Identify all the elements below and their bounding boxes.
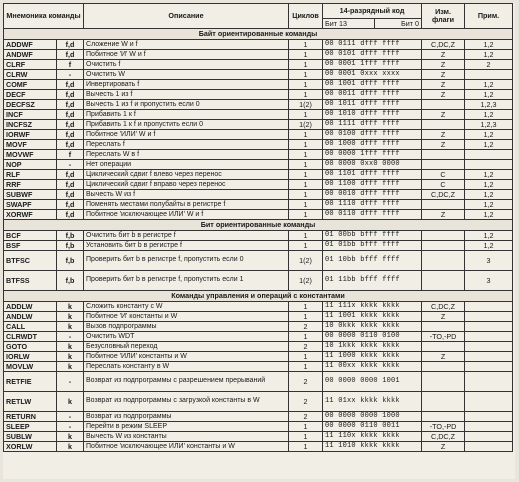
instruction-flags: C,DC,Z xyxy=(422,40,465,50)
header-bit13: Бит 13 xyxy=(323,19,375,29)
instruction-description: Возврат из подпрограммы с разрешением прерываний xyxy=(84,372,289,392)
instruction-row xyxy=(4,90,513,100)
instruction-cycles: 2 xyxy=(289,342,323,352)
instruction-code: 01 01bb bfff ffff xyxy=(323,241,422,251)
instruction-row xyxy=(4,50,513,60)
instruction-description: Переслать f xyxy=(84,140,289,150)
instruction-mnemonic: NOP xyxy=(4,160,57,170)
instruction-code: 00 1101 dfff ffff xyxy=(323,170,422,180)
instruction-mnemonic: BSF xyxy=(4,241,57,251)
instruction-operands: f,b xyxy=(57,271,84,291)
instruction-table xyxy=(3,3,513,452)
instruction-note: 1,2,3 xyxy=(465,100,513,110)
instruction-code: 00 0011 dfff ffff xyxy=(323,90,422,100)
instruction-cycles: 1(2) xyxy=(289,120,323,130)
instruction-flags: Z xyxy=(422,140,465,150)
instruction-row xyxy=(4,110,513,120)
instruction-flags xyxy=(422,342,465,352)
instruction-cycles: 1 xyxy=(289,110,323,120)
instruction-row xyxy=(4,372,513,392)
instruction-note xyxy=(465,362,513,372)
instruction-flags xyxy=(422,120,465,130)
instruction-cycles: 2 xyxy=(289,412,323,422)
instruction-cycles: 1 xyxy=(289,70,323,80)
instruction-row xyxy=(4,40,513,50)
instruction-flags: Z xyxy=(422,210,465,220)
instruction-mnemonic: CLRF xyxy=(4,60,57,70)
instruction-mnemonic: MOVWF xyxy=(4,150,57,160)
instruction-flags: Z xyxy=(422,110,465,120)
table-header-row xyxy=(4,4,513,19)
instruction-row xyxy=(4,241,513,251)
instruction-mnemonic: RLF xyxy=(4,170,57,180)
instruction-row xyxy=(4,200,513,210)
instruction-row xyxy=(4,140,513,150)
instruction-note: 3 xyxy=(465,251,513,271)
instruction-description: Перейти в режим SLEEP xyxy=(84,422,289,432)
instruction-note xyxy=(465,70,513,80)
instruction-code: 00 0111 dfff ffff xyxy=(323,40,422,50)
instruction-cycles: 1(2) xyxy=(289,251,323,271)
instruction-row xyxy=(4,80,513,90)
instruction-code: 00 0100 dfff ffff xyxy=(323,130,422,140)
instruction-note xyxy=(465,160,513,170)
instruction-row xyxy=(4,160,513,170)
instruction-operands: f,d xyxy=(57,110,84,120)
instruction-note: 1,2 xyxy=(465,50,513,60)
instruction-operands: f,d xyxy=(57,170,84,180)
instruction-flags xyxy=(422,200,465,210)
instruction-operands: k xyxy=(57,302,84,312)
instruction-description: Очистить W xyxy=(84,70,289,80)
instruction-flags: Z xyxy=(422,312,465,322)
instruction-row xyxy=(4,332,513,342)
instruction-code: 11 111x kkkk kkkk xyxy=(323,302,422,312)
instruction-flags: C,DC,Z xyxy=(422,190,465,200)
instruction-row xyxy=(4,210,513,220)
instruction-code: 11 110x kkkk kkkk xyxy=(323,432,422,442)
instruction-mnemonic: CLRW xyxy=(4,70,57,80)
instruction-description: Побитное 'исключающее ИЛИ' константы и W xyxy=(84,442,289,452)
instruction-operands: k xyxy=(57,432,84,442)
instruction-operands: f,d xyxy=(57,210,84,220)
instruction-operands: - xyxy=(57,70,84,80)
instruction-row xyxy=(4,271,513,291)
instruction-flags: Z xyxy=(422,60,465,70)
instruction-description: Побитное 'исключающее ИЛИ' W и f xyxy=(84,210,289,220)
instruction-description: Проверить бит b в регистре f, пропустить если 0 xyxy=(84,251,289,271)
instruction-note: 1,2 xyxy=(465,170,513,180)
instruction-cycles: 1 xyxy=(289,60,323,70)
instruction-note: 1,2,3 xyxy=(465,120,513,130)
instruction-row xyxy=(4,120,513,130)
instruction-cycles: 1 xyxy=(289,140,323,150)
instruction-operands: f,d xyxy=(57,50,84,60)
instruction-code: 01 10bb bfff ffff xyxy=(323,251,422,271)
header-flags: Изм. флаги xyxy=(422,4,465,29)
instruction-note xyxy=(465,392,513,412)
instruction-mnemonic: SUBWF xyxy=(4,190,57,200)
instruction-mnemonic: RRF xyxy=(4,180,57,190)
instruction-code: 00 1011 dfff ffff xyxy=(323,100,422,110)
instruction-cycles: 1 xyxy=(289,231,323,241)
instruction-description: Побитное 'ИЛИ' константы и W xyxy=(84,352,289,362)
instruction-code: 00 0000 0000 1001 xyxy=(323,372,422,392)
instruction-note: 1,2 xyxy=(465,140,513,150)
instruction-flags xyxy=(422,362,465,372)
instruction-operands: f,d xyxy=(57,200,84,210)
instruction-mnemonic: ADDWF xyxy=(4,40,57,50)
table-body xyxy=(4,29,513,452)
instruction-row xyxy=(4,412,513,422)
instruction-operands: f,b xyxy=(57,251,84,271)
header-code: 14-разрядный код xyxy=(323,4,422,19)
instruction-mnemonic: ADDLW xyxy=(4,302,57,312)
instruction-description: Вычесть W из константы xyxy=(84,432,289,442)
instruction-note xyxy=(465,442,513,452)
instruction-flags: Z xyxy=(422,130,465,140)
instruction-note: 1,2 xyxy=(465,210,513,220)
instruction-note xyxy=(465,150,513,160)
instruction-row xyxy=(4,70,513,80)
instruction-row xyxy=(4,180,513,190)
instruction-code: 00 0110 dfff ffff xyxy=(323,210,422,220)
instruction-description: Возврат из подпрограммы xyxy=(84,412,289,422)
instruction-flags: Z xyxy=(422,50,465,60)
instruction-code: 01 11bb bfff ffff xyxy=(323,271,422,291)
instruction-cycles: 1 xyxy=(289,312,323,322)
instruction-row xyxy=(4,302,513,312)
instruction-flags: -TO,-PD xyxy=(422,422,465,432)
instruction-cycles: 1 xyxy=(289,40,323,50)
instruction-note: 1,2 xyxy=(465,190,513,200)
instruction-mnemonic: XORLW xyxy=(4,442,57,452)
section-ctrl-title: Команды управления и операций с константами xyxy=(4,291,513,302)
instruction-mnemonic: IORWF xyxy=(4,130,57,140)
instruction-row xyxy=(4,100,513,110)
instruction-description: Вызов подпрограммы xyxy=(84,322,289,332)
instruction-note xyxy=(465,322,513,332)
instruction-code: 11 01xx kkkk kkkk xyxy=(323,392,422,412)
instruction-cycles: 1 xyxy=(289,50,323,60)
instruction-operands: f,d xyxy=(57,100,84,110)
instruction-cycles: 1 xyxy=(289,160,323,170)
instruction-set-sheet xyxy=(3,3,515,479)
instruction-row xyxy=(4,342,513,352)
instruction-row xyxy=(4,422,513,432)
instruction-mnemonic: CLRWDT xyxy=(4,332,57,342)
instruction-cycles: 1 xyxy=(289,442,323,452)
instruction-note: 1,2 xyxy=(465,90,513,100)
instruction-mnemonic: SWAPF xyxy=(4,200,57,210)
instruction-code: 01 00bb bfff ffff xyxy=(323,231,422,241)
header-mnemonic: Мнемоника команды xyxy=(4,4,84,29)
instruction-row xyxy=(4,150,513,160)
instruction-operands: k xyxy=(57,312,84,322)
instruction-mnemonic: ANDWF xyxy=(4,50,57,60)
instruction-cycles: 1 xyxy=(289,190,323,200)
instruction-mnemonic: RETLW xyxy=(4,392,57,412)
instruction-description: Очистить WDT xyxy=(84,332,289,342)
instruction-row xyxy=(4,352,513,362)
instruction-description: Вычесть 1 из f xyxy=(84,90,289,100)
instruction-operands: k xyxy=(57,392,84,412)
instruction-operands: - xyxy=(57,372,84,392)
instruction-mnemonic: GOTO xyxy=(4,342,57,352)
instruction-mnemonic: DECFSZ xyxy=(4,100,57,110)
instruction-flags xyxy=(422,372,465,392)
instruction-row xyxy=(4,432,513,442)
section-bit-header xyxy=(4,220,513,231)
instruction-operands: - xyxy=(57,422,84,432)
instruction-flags: Z xyxy=(422,70,465,80)
instruction-cycles: 1 xyxy=(289,90,323,100)
instruction-operands: - xyxy=(57,412,84,422)
instruction-description: Побитное 'ИЛИ' W и f xyxy=(84,130,289,140)
instruction-operands: k xyxy=(57,352,84,362)
instruction-flags xyxy=(422,231,465,241)
instruction-note xyxy=(465,342,513,352)
instruction-flags: Z xyxy=(422,90,465,100)
instruction-cycles: 1(2) xyxy=(289,100,323,110)
instruction-code: 11 1000 kkkk kkkk xyxy=(323,352,422,362)
instruction-note xyxy=(465,312,513,322)
instruction-note xyxy=(465,352,513,362)
section-byte-title: Байт ориентированные команды xyxy=(4,29,513,40)
instruction-flags xyxy=(422,241,465,251)
instruction-cycles: 1 xyxy=(289,130,323,140)
instruction-flags xyxy=(422,322,465,332)
section-ctrl-header xyxy=(4,291,513,302)
instruction-flags: C xyxy=(422,170,465,180)
instruction-note: 1,2 xyxy=(465,80,513,90)
instruction-description: Вычесть 1 из f и пропустить если 0 xyxy=(84,100,289,110)
instruction-row xyxy=(4,362,513,372)
instruction-description: Прибавить 1 к f xyxy=(84,110,289,120)
instruction-mnemonic: DECF xyxy=(4,90,57,100)
instruction-mnemonic: SUBLW xyxy=(4,432,57,442)
instruction-description: Циклический сдвиг f влево через перенос xyxy=(84,170,289,180)
instruction-row xyxy=(4,231,513,241)
instruction-operands: k xyxy=(57,362,84,372)
header-notes: Прим. xyxy=(465,4,513,29)
instruction-description: Переслать константу в W xyxy=(84,362,289,372)
instruction-note xyxy=(465,412,513,422)
instruction-description: Побитное 'И' константы и W xyxy=(84,312,289,322)
instruction-note: 1,2 xyxy=(465,241,513,251)
instruction-mnemonic: BTFSC xyxy=(4,251,57,271)
instruction-cycles: 1 xyxy=(289,432,323,442)
instruction-code: 00 1000 dfff ffff xyxy=(323,140,422,150)
instruction-operands: f,b xyxy=(57,241,84,251)
instruction-mnemonic: MOVLW xyxy=(4,362,57,372)
instruction-flags: C,DC,Z xyxy=(422,432,465,442)
instruction-flags: C,DC,Z xyxy=(422,302,465,312)
instruction-cycles: 1 xyxy=(289,422,323,432)
instruction-mnemonic: RETFIE xyxy=(4,372,57,392)
instruction-row xyxy=(4,60,513,70)
instruction-description: Сложение W и f xyxy=(84,40,289,50)
instruction-operands: k xyxy=(57,442,84,452)
instruction-cycles: 1(2) xyxy=(289,271,323,291)
instruction-row xyxy=(4,312,513,322)
instruction-description: Вычесть W из f xyxy=(84,190,289,200)
instruction-mnemonic: COMF xyxy=(4,80,57,90)
instruction-description: Переслать W в f xyxy=(84,150,289,160)
instruction-flags: Z xyxy=(422,352,465,362)
instruction-code: 00 0001 0xxx xxxx xyxy=(323,70,422,80)
instruction-flags xyxy=(422,251,465,271)
instruction-code: 11 1001 kkkk kkkk xyxy=(323,312,422,322)
instruction-flags xyxy=(422,412,465,422)
instruction-note: 2 xyxy=(465,60,513,70)
header-bit0: Бит 0 xyxy=(375,19,422,29)
instruction-code: 00 1110 dfff ffff xyxy=(323,200,422,210)
instruction-mnemonic: BTFSS xyxy=(4,271,57,291)
instruction-mnemonic: INCFSZ xyxy=(4,120,57,130)
instruction-mnemonic: INCF xyxy=(4,110,57,120)
instruction-flags: Z xyxy=(422,80,465,90)
instruction-flags xyxy=(422,100,465,110)
instruction-row xyxy=(4,190,513,200)
instruction-note: 1,2 xyxy=(465,180,513,190)
header-cycles: Циклов xyxy=(289,4,323,29)
instruction-code: 00 0000 0000 1000 xyxy=(323,412,422,422)
instruction-code: 00 1111 dfff ffff xyxy=(323,120,422,130)
instruction-code: 00 0101 dfff ffff xyxy=(323,50,422,60)
instruction-code: 00 0001 1fff ffff xyxy=(323,60,422,70)
instruction-note xyxy=(465,302,513,312)
instruction-row xyxy=(4,170,513,180)
instruction-cycles: 1 xyxy=(289,302,323,312)
instruction-code: 00 0000 0110 0011 xyxy=(323,422,422,432)
instruction-flags xyxy=(422,150,465,160)
instruction-note: 1,2 xyxy=(465,231,513,241)
instruction-description: Очистить f xyxy=(84,60,289,70)
instruction-operands: f,d xyxy=(57,80,84,90)
instruction-note: 1,2 xyxy=(465,110,513,120)
instruction-row xyxy=(4,130,513,140)
instruction-row xyxy=(4,322,513,332)
instruction-mnemonic: RETURN xyxy=(4,412,57,422)
instruction-operands: f,d xyxy=(57,90,84,100)
instruction-operands: f,d xyxy=(57,40,84,50)
header-description: Описание xyxy=(84,4,289,29)
section-bit-title: Бит ориентированные команды xyxy=(4,220,513,231)
instruction-cycles: 1 xyxy=(289,200,323,210)
section-byte-header xyxy=(4,29,513,40)
instruction-cycles: 1 xyxy=(289,241,323,251)
instruction-description: Установить бит b в регистре f xyxy=(84,241,289,251)
instruction-note: 1,2 xyxy=(465,40,513,50)
instruction-description: Возврат из подпрограммы с загрузкой константы в W xyxy=(84,392,289,412)
instruction-flags xyxy=(422,271,465,291)
instruction-code: 00 0000 1fff ffff xyxy=(323,150,422,160)
instruction-note: 1,2 xyxy=(465,130,513,140)
instruction-mnemonic: SLEEP xyxy=(4,422,57,432)
instruction-flags xyxy=(422,392,465,412)
instruction-operands: f,d xyxy=(57,140,84,150)
instruction-cycles: 1 xyxy=(289,80,323,90)
instruction-code: 00 0010 dfff ffff xyxy=(323,190,422,200)
instruction-description: Безусловный переход xyxy=(84,342,289,352)
instruction-description: Циклический сдвиг f вправо через перенос xyxy=(84,180,289,190)
instruction-cycles: 1 xyxy=(289,332,323,342)
instruction-operands: f,d xyxy=(57,120,84,130)
instruction-flags: C xyxy=(422,180,465,190)
instruction-description: Инвертировать f xyxy=(84,80,289,90)
instruction-description: Сложить константу с W xyxy=(84,302,289,312)
instruction-description: Нет операции xyxy=(84,160,289,170)
instruction-mnemonic: MOVF xyxy=(4,140,57,150)
instruction-operands: f xyxy=(57,150,84,160)
instruction-operands: f,b xyxy=(57,231,84,241)
instruction-note: 3 xyxy=(465,271,513,291)
instruction-description: Поменять местами полубайты в регистре f xyxy=(84,200,289,210)
instruction-cycles: 1 xyxy=(289,150,323,160)
instruction-note xyxy=(465,422,513,432)
instruction-code: 11 1010 kkkk kkkk xyxy=(323,442,422,452)
instruction-description: Прибавить 1 к f и пропустить если 0 xyxy=(84,120,289,130)
instruction-row xyxy=(4,251,513,271)
instruction-flags xyxy=(422,160,465,170)
instruction-note xyxy=(465,332,513,342)
instruction-cycles: 1 xyxy=(289,362,323,372)
instruction-note: 1,2 xyxy=(465,200,513,210)
instruction-mnemonic: XORWF xyxy=(4,210,57,220)
instruction-code: 00 1001 dfff ffff xyxy=(323,80,422,90)
instruction-mnemonic: CALL xyxy=(4,322,57,332)
instruction-operands: f,d xyxy=(57,190,84,200)
instruction-mnemonic: BCF xyxy=(4,231,57,241)
instruction-row xyxy=(4,392,513,412)
instruction-description: Очистить бит b в регистре f xyxy=(84,231,289,241)
instruction-code: 00 0000 0110 0100 xyxy=(323,332,422,342)
instruction-flags: Z xyxy=(422,442,465,452)
instruction-mnemonic: ANDLW xyxy=(4,312,57,322)
instruction-note xyxy=(465,432,513,442)
instruction-cycles: 2 xyxy=(289,392,323,412)
instruction-cycles: 1 xyxy=(289,180,323,190)
instruction-mnemonic: IORLW xyxy=(4,352,57,362)
instruction-operands: f xyxy=(57,60,84,70)
instruction-code: 10 1kkk kkkk kkkk xyxy=(323,342,422,352)
instruction-operands: f,d xyxy=(57,130,84,140)
instruction-description: Проверить бит b в регистре f, пропустить если 1 xyxy=(84,271,289,291)
instruction-flags: -TO,-PD xyxy=(422,332,465,342)
instruction-cycles: 1 xyxy=(289,352,323,362)
instruction-operands: - xyxy=(57,332,84,342)
instruction-code: 00 0000 0xx0 0000 xyxy=(323,160,422,170)
instruction-cycles: 2 xyxy=(289,322,323,332)
instruction-cycles: 1 xyxy=(289,170,323,180)
instruction-note xyxy=(465,372,513,392)
instruction-code: 00 1100 dfff ffff xyxy=(323,180,422,190)
instruction-operands: k xyxy=(57,342,84,352)
instruction-code: 00 1010 dfff ffff xyxy=(323,110,422,120)
instruction-cycles: 2 xyxy=(289,372,323,392)
instruction-operands: - xyxy=(57,160,84,170)
instruction-code: 11 00xx kkkk kkkk xyxy=(323,362,422,372)
instruction-description: Побитное 'И' W и f xyxy=(84,50,289,60)
instruction-row xyxy=(4,442,513,452)
instruction-cycles: 1 xyxy=(289,210,323,220)
instruction-operands: f,d xyxy=(57,180,84,190)
instruction-code: 10 0kkk kkkk kkkk xyxy=(323,322,422,332)
instruction-operands: k xyxy=(57,322,84,332)
